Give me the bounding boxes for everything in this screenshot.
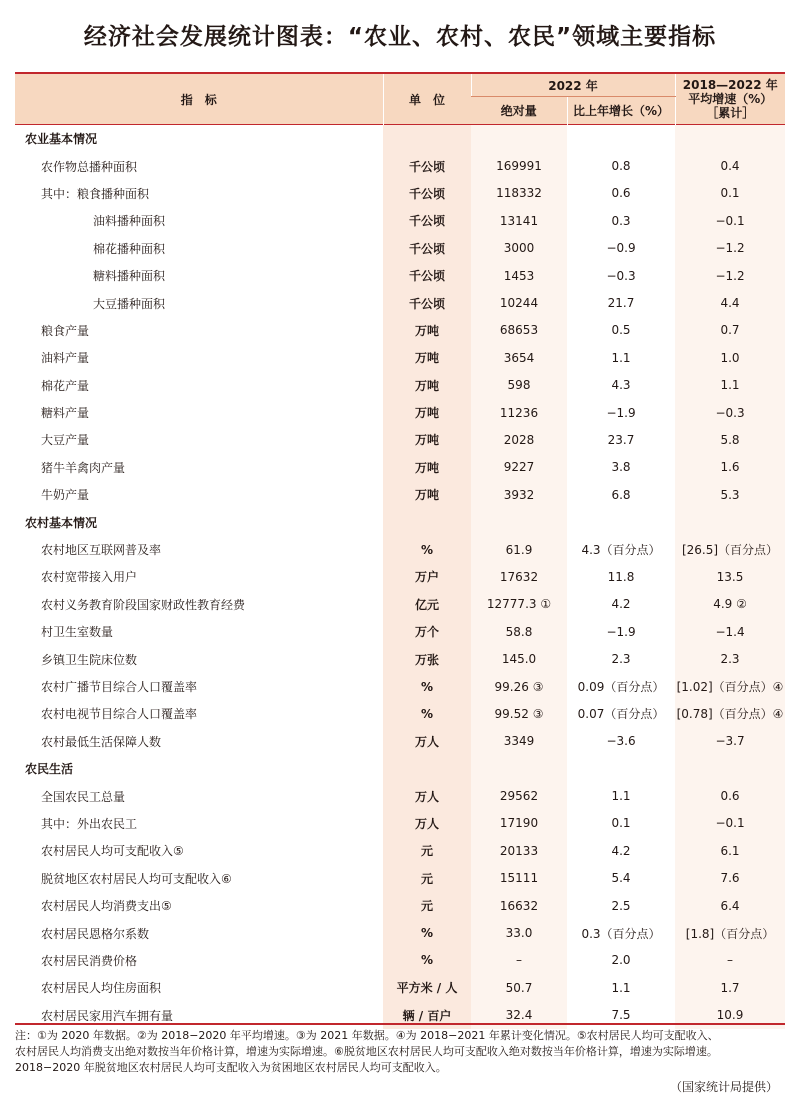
table-row bbox=[15, 892, 785, 919]
avg-growth-cell: −3.7 bbox=[675, 728, 785, 755]
indicator-table bbox=[15, 74, 785, 1029]
footnote-line: 注：①为 2020 年数据。②为 2018−2020 年平均增速。③为 2021 年数据。④为 2018−2021 年累计变化情况。⑤农村居民人均可支配收入、 bbox=[15, 1029, 719, 1042]
growth-cell: 1.1 bbox=[567, 782, 675, 809]
absolute-cell: 598 bbox=[471, 372, 567, 399]
unit-cell: 亿元 bbox=[383, 591, 471, 618]
growth-cell: 4.3 bbox=[567, 372, 675, 399]
avg-growth-cell: 0.4 bbox=[675, 152, 785, 179]
unit-cell: 千公顷 bbox=[383, 152, 471, 179]
avg-growth-cell: 1.7 bbox=[675, 974, 785, 1001]
table-row bbox=[15, 591, 785, 618]
table-header bbox=[15, 74, 785, 125]
table-row bbox=[15, 426, 785, 453]
avg-growth-cell: 6.1 bbox=[675, 837, 785, 864]
section-row bbox=[15, 508, 785, 535]
absolute-cell: 58.8 bbox=[471, 618, 567, 645]
indicator-name: 大豆播种面积 bbox=[93, 296, 166, 311]
unit-cell: 万个 bbox=[383, 618, 471, 645]
growth-cell: 7.5 bbox=[567, 1002, 675, 1029]
section-title: 农村基本情况 bbox=[25, 515, 98, 530]
growth-cell: 4.2 bbox=[567, 837, 675, 864]
absolute-cell: 9227 bbox=[471, 454, 567, 481]
table-row bbox=[15, 207, 785, 234]
avg-growth-cell: 7.6 bbox=[675, 865, 785, 892]
absolute-cell: 68653 bbox=[471, 317, 567, 344]
growth-cell: 23.7 bbox=[567, 426, 675, 453]
header-avg-line2: 平均增速（%） bbox=[688, 92, 773, 106]
header-year-group: 2022 年 bbox=[471, 74, 675, 97]
unit-cell: 万吨 bbox=[383, 372, 471, 399]
growth-cell: 3.8 bbox=[567, 454, 675, 481]
growth-cell: 0.3（百分点） bbox=[567, 919, 675, 946]
growth-cell: 6.8 bbox=[567, 481, 675, 508]
table-body bbox=[15, 125, 785, 1029]
indicator-name: 其中：粮食播种面积 bbox=[41, 186, 150, 201]
avg-growth-cell bbox=[675, 508, 785, 535]
growth-cell: 0.5 bbox=[567, 317, 675, 344]
indicator-name: 全国农民工总量 bbox=[41, 789, 126, 804]
unit-cell: 万户 bbox=[383, 563, 471, 590]
absolute-cell: 118332 bbox=[471, 180, 567, 207]
table-row bbox=[15, 728, 785, 755]
growth-cell: 1.1 bbox=[567, 344, 675, 371]
absolute-cell: 2028 bbox=[471, 426, 567, 453]
unit-cell: % bbox=[383, 700, 471, 727]
absolute-cell: 32.4 bbox=[471, 1002, 567, 1029]
absolute-cell: 13141 bbox=[471, 207, 567, 234]
unit-cell: % bbox=[383, 919, 471, 946]
growth-cell: 0.6 bbox=[567, 180, 675, 207]
absolute-cell: 17190 bbox=[471, 810, 567, 837]
avg-growth-cell: [26.5]（百分点） bbox=[675, 536, 785, 563]
indicator-name: 乡镇卫生院床位数 bbox=[41, 652, 138, 667]
unit-cell: 平方米 / 人 bbox=[383, 974, 471, 1001]
unit-cell bbox=[383, 755, 471, 782]
growth-cell: 0.3 bbox=[567, 207, 675, 234]
unit-cell bbox=[383, 125, 471, 153]
indicator-name: 农村地区互联网普及率 bbox=[41, 543, 162, 558]
indicator-name: 糖料播种面积 bbox=[93, 269, 166, 284]
avg-growth-cell: 6.4 bbox=[675, 892, 785, 919]
indicator-name: 牛奶产量 bbox=[41, 488, 90, 503]
absolute-cell: 99.26 ③ bbox=[471, 673, 567, 700]
header-growth: 比上年增长（%） bbox=[567, 97, 675, 125]
unit-cell: 千公顷 bbox=[383, 289, 471, 316]
absolute-cell: 11236 bbox=[471, 399, 567, 426]
unit-cell: % bbox=[383, 947, 471, 974]
absolute-cell: 15111 bbox=[471, 865, 567, 892]
growth-cell: −3.6 bbox=[567, 728, 675, 755]
growth-cell bbox=[567, 508, 675, 535]
avg-growth-cell bbox=[675, 755, 785, 782]
table-row bbox=[15, 974, 785, 1001]
avg-growth-cell: −0.1 bbox=[675, 207, 785, 234]
avg-growth-cell: 5.3 bbox=[675, 481, 785, 508]
unit-cell: 万吨 bbox=[383, 317, 471, 344]
table-row bbox=[15, 919, 785, 946]
bottom-rule bbox=[15, 1023, 785, 1025]
absolute-cell: 12777.3 ① bbox=[471, 591, 567, 618]
header-absolute: 绝对量 bbox=[471, 97, 567, 125]
growth-cell: 1.1 bbox=[567, 974, 675, 1001]
table-row bbox=[15, 536, 785, 563]
header-unit: 单 位 bbox=[383, 74, 471, 125]
indicator-name: 油料产量 bbox=[41, 351, 90, 366]
unit-cell: 千公顷 bbox=[383, 235, 471, 262]
indicator-name: 棉花播种面积 bbox=[93, 241, 166, 256]
avg-growth-cell: −0.1 bbox=[675, 810, 785, 837]
footnote-line: 2018−2020 年脱贫地区农村居民人均可支配收入为贫困地区农村居民人均可支配收入。 bbox=[15, 1061, 447, 1074]
indicator-name: 农村居民恩格尔系数 bbox=[41, 926, 150, 941]
indicator-name: 脱贫地区农村居民人均可支配收入⑥ bbox=[41, 871, 232, 886]
unit-cell: % bbox=[383, 536, 471, 563]
unit-cell: 万吨 bbox=[383, 454, 471, 481]
indicator-name: 农村最低生活保障人数 bbox=[41, 734, 162, 749]
header-avg-growth bbox=[675, 74, 785, 125]
table-row bbox=[15, 399, 785, 426]
section-title: 农民生活 bbox=[25, 762, 74, 777]
avg-growth-cell: 4.4 bbox=[675, 289, 785, 316]
unit-cell: 万吨 bbox=[383, 344, 471, 371]
unit-cell: 千公顷 bbox=[383, 207, 471, 234]
absolute-cell: 3349 bbox=[471, 728, 567, 755]
growth-cell bbox=[567, 125, 675, 153]
unit-cell bbox=[383, 508, 471, 535]
indicator-name: 农村宽带接入用户 bbox=[41, 570, 138, 585]
footnote-line: 农村居民人均消费支出绝对数按当年价格计算，增速为实际增速。⑥脱贫地区农村居民人均可支配收入绝对数按当年价格计算，增速为实际增速。 bbox=[15, 1045, 718, 1058]
table-row bbox=[15, 262, 785, 289]
growth-cell: 2.5 bbox=[567, 892, 675, 919]
absolute-cell: 17632 bbox=[471, 563, 567, 590]
avg-growth-cell: 1.6 bbox=[675, 454, 785, 481]
table-row bbox=[15, 152, 785, 179]
table-row bbox=[15, 618, 785, 645]
absolute-cell: 20133 bbox=[471, 837, 567, 864]
table-row bbox=[15, 810, 785, 837]
growth-cell: −0.3 bbox=[567, 262, 675, 289]
absolute-cell: 50.7 bbox=[471, 974, 567, 1001]
indicator-name: 糖料产量 bbox=[41, 406, 90, 421]
avg-growth-cell: 10.9 bbox=[675, 1002, 785, 1029]
header-avg-line1: 2018—2022 年 bbox=[682, 78, 778, 92]
table-row bbox=[15, 700, 785, 727]
header-indicator: 指 标 bbox=[15, 74, 383, 125]
indicator-name: 农村电视节目综合人口覆盖率 bbox=[41, 707, 198, 722]
avg-growth-cell: 0.1 bbox=[675, 180, 785, 207]
growth-cell: 0.09（百分点） bbox=[567, 673, 675, 700]
indicator-name: 农村居民消费价格 bbox=[41, 953, 138, 968]
indicator-name: 农作物总播种面积 bbox=[41, 159, 138, 174]
avg-growth-cell: [0.78]（百分点）④ bbox=[675, 700, 785, 727]
footnotes bbox=[15, 1028, 790, 1076]
growth-cell: 0.07（百分点） bbox=[567, 700, 675, 727]
indicator-name: 农村居民家用汽车拥有量 bbox=[41, 1008, 174, 1023]
table-row bbox=[15, 837, 785, 864]
absolute-cell: 29562 bbox=[471, 782, 567, 809]
growth-cell: 2.3 bbox=[567, 645, 675, 672]
indicator-name: 棉花产量 bbox=[41, 378, 90, 393]
section-row bbox=[15, 755, 785, 782]
unit-cell: 千公顷 bbox=[383, 262, 471, 289]
absolute-cell: 33.0 bbox=[471, 919, 567, 946]
section-row bbox=[15, 125, 785, 153]
unit-cell: 万吨 bbox=[383, 426, 471, 453]
absolute-cell bbox=[471, 755, 567, 782]
avg-growth-cell: [1.8]（百分点） bbox=[675, 919, 785, 946]
table-row bbox=[15, 865, 785, 892]
unit-cell: 千公顷 bbox=[383, 180, 471, 207]
table-row bbox=[15, 317, 785, 344]
indicator-name: 粮食产量 bbox=[41, 323, 90, 338]
source-credit: （国家统计局提供） bbox=[669, 1080, 778, 1094]
growth-cell: 21.7 bbox=[567, 289, 675, 316]
unit-cell: 万人 bbox=[383, 728, 471, 755]
avg-growth-cell: 0.7 bbox=[675, 317, 785, 344]
avg-growth-cell bbox=[675, 125, 785, 153]
absolute-cell: 10244 bbox=[471, 289, 567, 316]
avg-growth-cell: 4.9 ② bbox=[675, 591, 785, 618]
indicator-name: 农村居民人均消费支出⑤ bbox=[41, 899, 172, 914]
table-row bbox=[15, 947, 785, 974]
absolute-cell: 61.9 bbox=[471, 536, 567, 563]
avg-growth-cell: −1.2 bbox=[675, 262, 785, 289]
growth-cell: 4.2 bbox=[567, 591, 675, 618]
growth-cell: 5.4 bbox=[567, 865, 675, 892]
absolute-cell: 169991 bbox=[471, 152, 567, 179]
table-row bbox=[15, 235, 785, 262]
table-row bbox=[15, 372, 785, 399]
unit-cell: 万吨 bbox=[383, 399, 471, 426]
growth-cell: −1.9 bbox=[567, 399, 675, 426]
avg-growth-cell: −0.3 bbox=[675, 399, 785, 426]
page-title: 经济社会发展统计图表：“农业、农村、农民”领域主要指标 bbox=[83, 24, 717, 50]
absolute-cell: 1453 bbox=[471, 262, 567, 289]
growth-cell: 2.0 bbox=[567, 947, 675, 974]
table-row bbox=[15, 645, 785, 672]
indicator-name: 农村居民人均住房面积 bbox=[41, 981, 162, 996]
unit-cell: 元 bbox=[383, 892, 471, 919]
avg-growth-cell: [1.02]（百分点）④ bbox=[675, 673, 785, 700]
avg-growth-cell: 1.0 bbox=[675, 344, 785, 371]
growth-cell: 11.8 bbox=[567, 563, 675, 590]
header-avg-line3: ［累计］ bbox=[706, 106, 755, 120]
growth-cell: 4.3（百分点） bbox=[567, 536, 675, 563]
growth-cell: 0.1 bbox=[567, 810, 675, 837]
table-row bbox=[15, 481, 785, 508]
indicator-name: 农村居民人均可支配收入⑤ bbox=[41, 844, 184, 859]
growth-cell bbox=[567, 755, 675, 782]
unit-cell: 万人 bbox=[383, 782, 471, 809]
indicator-name: 农村广播节目综合人口覆盖率 bbox=[41, 680, 198, 694]
avg-growth-cell: 2.3 bbox=[675, 645, 785, 672]
unit-cell: % bbox=[383, 673, 471, 700]
table-row bbox=[15, 673, 785, 700]
unit-cell: 万人 bbox=[383, 810, 471, 837]
absolute-cell: 3000 bbox=[471, 235, 567, 262]
avg-growth-cell: – bbox=[675, 947, 785, 974]
unit-cell: 辆 / 百户 bbox=[383, 1002, 471, 1029]
avg-growth-cell: 1.1 bbox=[675, 372, 785, 399]
absolute-cell: 145.0 bbox=[471, 645, 567, 672]
avg-growth-cell: 5.8 bbox=[675, 426, 785, 453]
avg-growth-cell: 13.5 bbox=[675, 563, 785, 590]
unit-cell: 元 bbox=[383, 865, 471, 892]
unit-cell: 万张 bbox=[383, 645, 471, 672]
table-row bbox=[15, 289, 785, 316]
absolute-cell: 16632 bbox=[471, 892, 567, 919]
indicator-name: 油料播种面积 bbox=[93, 214, 166, 229]
table-row bbox=[15, 180, 785, 207]
table-row bbox=[15, 344, 785, 371]
absolute-cell: 99.52 ③ bbox=[471, 700, 567, 727]
absolute-cell bbox=[471, 508, 567, 535]
growth-cell: −0.9 bbox=[567, 235, 675, 262]
indicator-name: 大豆产量 bbox=[41, 433, 90, 448]
indicator-name: 村卫生室数量 bbox=[41, 625, 114, 640]
table-row bbox=[15, 782, 785, 809]
indicator-name: 其中：外出农民工 bbox=[41, 816, 138, 831]
growth-cell: 0.8 bbox=[567, 152, 675, 179]
unit-cell: 元 bbox=[383, 837, 471, 864]
indicator-name: 猪牛羊禽肉产量 bbox=[41, 460, 126, 475]
absolute-cell: – bbox=[471, 947, 567, 974]
avg-growth-cell: 0.6 bbox=[675, 782, 785, 809]
absolute-cell bbox=[471, 125, 567, 153]
section-title: 农业基本情况 bbox=[15, 125, 383, 153]
absolute-cell: 3932 bbox=[471, 481, 567, 508]
growth-cell: −1.9 bbox=[567, 618, 675, 645]
table-row bbox=[15, 454, 785, 481]
unit-cell: 万吨 bbox=[383, 481, 471, 508]
avg-growth-cell: −1.4 bbox=[675, 618, 785, 645]
avg-growth-cell: −1.2 bbox=[675, 235, 785, 262]
table-row bbox=[15, 563, 785, 590]
indicator-name: 农村义务教育阶段国家财政性教育经费 bbox=[41, 597, 246, 612]
absolute-cell: 3654 bbox=[471, 344, 567, 371]
